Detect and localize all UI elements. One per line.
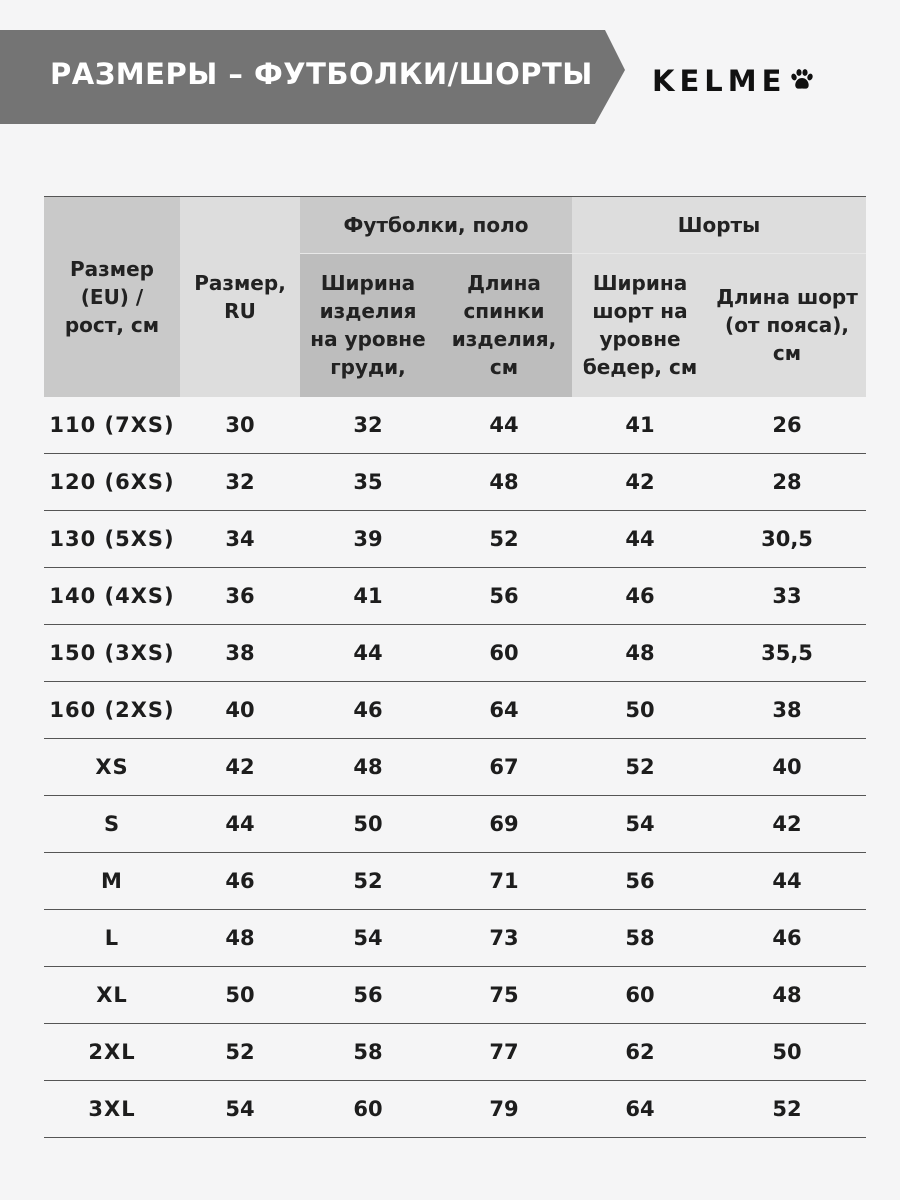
table-row <box>44 966 866 1023</box>
shorts-width-cell: 54 <box>572 795 708 852</box>
table-row <box>44 738 866 795</box>
shorts-length-cell: 46 <box>708 909 866 966</box>
shirt-width-cell: 58 <box>300 1023 436 1080</box>
shirt-width-cell: 39 <box>300 510 436 567</box>
header-shirt-width: Ширина изделия на уровне груди, <box>300 254 436 397</box>
header-size-ru: Размер, RU <box>180 197 300 397</box>
shirt-width-cell: 56 <box>300 966 436 1023</box>
size-cell: XS <box>44 738 180 795</box>
header-shirt-length: Длина спинки изделия, см <box>436 254 572 397</box>
table-row <box>44 397 866 454</box>
table-row <box>44 909 866 966</box>
size-ru-cell: 42 <box>180 738 300 795</box>
shorts-width-cell: 41 <box>572 397 708 454</box>
size-table-body <box>44 397 866 1138</box>
table-row <box>44 1023 866 1080</box>
shirt-width-cell: 52 <box>300 852 436 909</box>
size-ru-cell: 36 <box>180 567 300 624</box>
table-row <box>44 567 866 624</box>
shirt-length-cell: 77 <box>436 1023 572 1080</box>
shirt-length-cell: 48 <box>436 453 572 510</box>
shirt-length-cell: 71 <box>436 852 572 909</box>
size-ru-cell: 40 <box>180 681 300 738</box>
shorts-width-cell: 48 <box>572 624 708 681</box>
size-ru-cell: 46 <box>180 852 300 909</box>
size-ru-cell: 30 <box>180 397 300 454</box>
header-size-eu: Размер (EU) / рост, см <box>44 197 180 397</box>
paw-icon <box>788 67 816 95</box>
header-group-shorts: Шорты <box>572 197 866 254</box>
shorts-width-cell: 56 <box>572 852 708 909</box>
shorts-width-cell: 64 <box>572 1080 708 1137</box>
shorts-width-cell: 60 <box>572 966 708 1023</box>
shirt-width-cell: 54 <box>300 909 436 966</box>
shorts-length-cell: 28 <box>708 453 866 510</box>
table-row <box>44 852 866 909</box>
shorts-length-cell: 33 <box>708 567 866 624</box>
size-ru-cell: 50 <box>180 966 300 1023</box>
shorts-width-cell: 42 <box>572 453 708 510</box>
shirt-length-cell: 64 <box>436 681 572 738</box>
size-cell: 2XL <box>44 1023 180 1080</box>
header-shorts-width: Ширина шорт на уровне бедер, см <box>572 254 708 397</box>
shirt-length-cell: 60 <box>436 624 572 681</box>
shorts-length-cell: 42 <box>708 795 866 852</box>
size-ru-cell: 44 <box>180 795 300 852</box>
size-cell: 140 (4XS) <box>44 567 180 624</box>
size-cell: M <box>44 852 180 909</box>
size-ru-cell: 54 <box>180 1080 300 1137</box>
size-ru-cell: 38 <box>180 624 300 681</box>
size-ru-cell: 52 <box>180 1023 300 1080</box>
shorts-length-cell: 30,5 <box>708 510 866 567</box>
shirt-width-cell: 60 <box>300 1080 436 1137</box>
shorts-width-cell: 58 <box>572 909 708 966</box>
shorts-width-cell: 46 <box>572 567 708 624</box>
shorts-length-cell: 38 <box>708 681 866 738</box>
shirt-width-cell: 44 <box>300 624 436 681</box>
table-row <box>44 510 866 567</box>
shorts-width-cell: 52 <box>572 738 708 795</box>
shorts-length-cell: 48 <box>708 966 866 1023</box>
size-ru-cell: 32 <box>180 453 300 510</box>
table-row <box>44 453 866 510</box>
shirt-length-cell: 52 <box>436 510 572 567</box>
shirt-length-cell: 75 <box>436 966 572 1023</box>
shirt-length-cell: 56 <box>436 567 572 624</box>
size-cell: XL <box>44 966 180 1023</box>
header-shorts-length: Длина шорт (от пояса), см <box>708 254 866 397</box>
shirt-width-cell: 35 <box>300 453 436 510</box>
shirt-length-cell: 69 <box>436 795 572 852</box>
page-title: РАЗМЕРЫ – ФУТБОЛКИ/ШОРТЫ <box>50 57 593 91</box>
brand-name: KELME <box>652 64 787 98</box>
shorts-length-cell: 40 <box>708 738 866 795</box>
brand-logo <box>652 64 816 98</box>
size-cell: 130 (5XS) <box>44 510 180 567</box>
shorts-width-cell: 50 <box>572 681 708 738</box>
shirt-width-cell: 46 <box>300 681 436 738</box>
size-cell: L <box>44 909 180 966</box>
size-cell: 120 (6XS) <box>44 453 180 510</box>
shirt-length-cell: 44 <box>436 397 572 454</box>
shirt-width-cell: 41 <box>300 567 436 624</box>
table-row <box>44 795 866 852</box>
table-row <box>44 624 866 681</box>
size-cell: S <box>44 795 180 852</box>
table-row <box>44 1080 866 1137</box>
shorts-length-cell: 44 <box>708 852 866 909</box>
shirt-length-cell: 79 <box>436 1080 572 1137</box>
shirt-length-cell: 67 <box>436 738 572 795</box>
shirt-width-cell: 48 <box>300 738 436 795</box>
shirt-width-cell: 50 <box>300 795 436 852</box>
shirt-length-cell: 73 <box>436 909 572 966</box>
shorts-length-cell: 52 <box>708 1080 866 1137</box>
size-cell: 3XL <box>44 1080 180 1137</box>
size-ru-cell: 48 <box>180 909 300 966</box>
size-table <box>44 196 866 1138</box>
table-row <box>44 681 866 738</box>
size-cell: 150 (3XS) <box>44 624 180 681</box>
shirt-width-cell: 32 <box>300 397 436 454</box>
shorts-length-cell: 35,5 <box>708 624 866 681</box>
shorts-width-cell: 62 <box>572 1023 708 1080</box>
shorts-width-cell: 44 <box>572 510 708 567</box>
size-cell: 110 (7XS) <box>44 397 180 454</box>
header-group-shirts: Футболки, поло <box>300 197 572 254</box>
size-ru-cell: 34 <box>180 510 300 567</box>
shorts-length-cell: 26 <box>708 397 866 454</box>
size-cell: 160 (2XS) <box>44 681 180 738</box>
shorts-length-cell: 50 <box>708 1023 866 1080</box>
